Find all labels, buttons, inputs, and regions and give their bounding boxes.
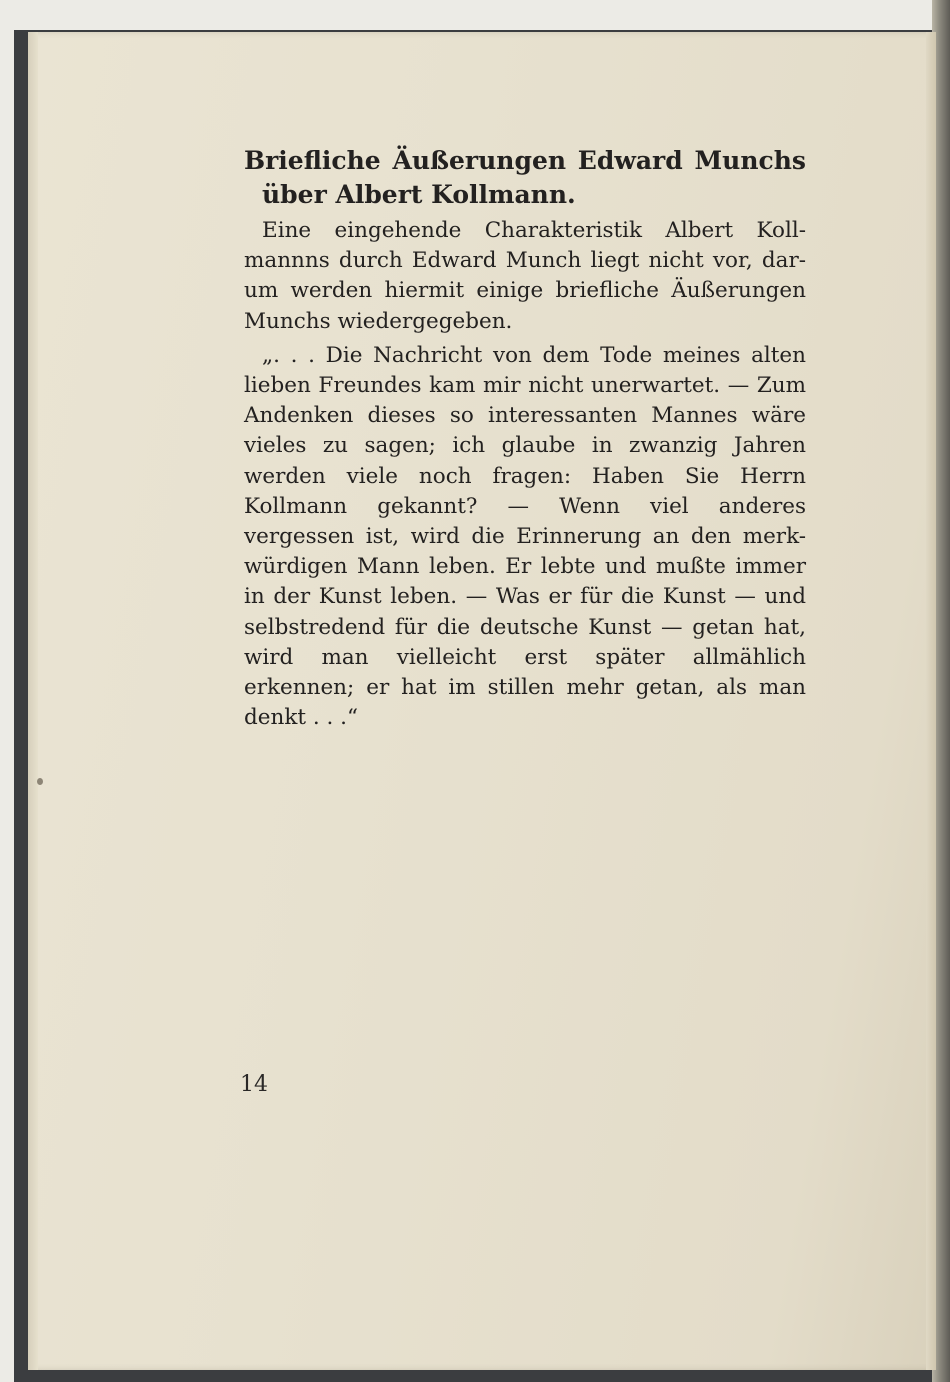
paper-speck bbox=[37, 778, 43, 785]
page-right-edge bbox=[926, 32, 936, 1370]
page-number: 14 bbox=[240, 1072, 268, 1097]
paragraph-intro: Eine eingehende Charakteristik Albert Koll-mannns durch Edward Munch liegt nicht vor, dar-um werden hiermit einige briefliche Äußerungen Munchs wiedergegeben. bbox=[244, 218, 806, 334]
text-block bbox=[244, 146, 806, 737]
paragraph-quote: „. . . Die Nachricht von dem Tode meines alten lieben Freundes kam mir nicht unerwartet. — Zum Andenken dieses so interessanten Mannes wäre vieles zu sagen; ich glaube in zwanzig Jahren werden viele noch fragen: Haben Sie Herrn Kollmann gekannt? — Wenn viel anderes vergessen ist, wird die Erinnerung an den merk-würdigen Mann leben. Er lebte und mußte immer in der Kunst leben. — Was er für die Kunst — und selbstredend für die deutsche Kunst — getan hat, wird man vielleicht erst später allmählich erkennen; er hat im stillen mehr getan, als man denkt . . .“ bbox=[244, 342, 806, 731]
section-heading: Briefliche Äußerungen Edward Munchs bbox=[244, 146, 806, 175]
page-left-edge bbox=[28, 32, 38, 1370]
section-heading-continued: über Albert Kollmann. bbox=[262, 180, 576, 209]
